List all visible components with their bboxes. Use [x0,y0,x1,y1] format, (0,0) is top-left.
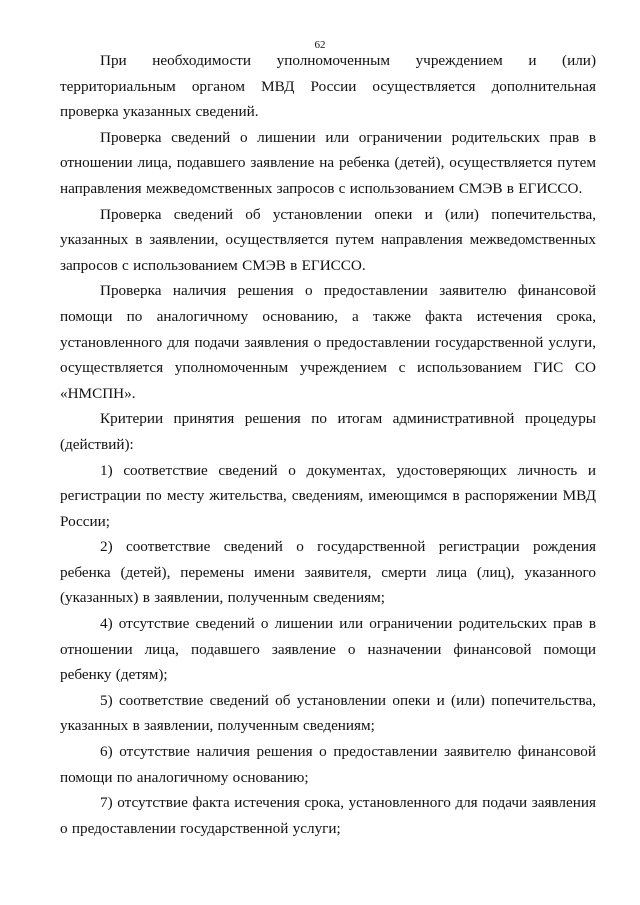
paragraph-additional-check: При необходимости уполномоченным учреждением и (или) территориальным органом МВД России осуществляется дополнительная проверка указанных сведений. [60,52,596,121]
criterion-item-2: 2) соответствие сведений о государственной регистрации рождения ребенка (детей), перемены имени заявителя, смерти лица (лиц), указанного (указанных) в заявлении, полученным сведениям; [60,538,596,607]
criterion-item-5: 5) соответствие сведений об установлении опеки и (или) попечительства, указанных в заявлении, полученным сведениям; [60,691,596,735]
paragraph-decision-criteria: Критерии принятия решения по итогам административной процедуры (действий): [60,410,596,453]
paragraph-prior-decision-check: Проверка наличия решения о предоставлении заявителю финансовой помощи по аналогичному основанию, а также факта истечения срока, установленного для подачи заявления о предоставлении государственной услуги, осуществляется уполномоченным учреждением с использованием ГИС СО «НМСПН». [60,282,596,402]
paragraph-parental-rights-check: Проверка сведений о лишении или ограничении родительских прав в отношении лица, подавшего заявление на ребенка (детей), осуществляется путем направления межведомственных запросов с использованием СМЭВ в ЕГИССО. [60,128,596,197]
paragraph-guardianship-check: Проверка сведений об установлении опеки и (или) попечительства, указанных в заявлении, осуществляется путем направления межведомственных запросов с использованием СМЭВ в ЕГИССО. [60,205,596,274]
criterion-item-1: 1) соответствие сведений о документах, удостоверяющих личность и регистрации по месту жительства, сведениям, имеющимся в распоряжении МВД России; [60,461,596,530]
criterion-item-6: 6) отсутствие наличия решения о предоставлении заявителю финансовой помощи по аналогичному основанию; [60,743,596,786]
criterion-item-4: 4) отсутствие сведений о лишении или ограничении родительских прав в отношении лица, подавшего заявление о назначении финансовой помощи ребенку (детям); [60,615,596,684]
document-body [60,48,596,841]
page-number: 62 [314,39,326,51]
criterion-item-7: 7) отсутствие факта истечения срока, установленного для подачи заявления о предоставлении государственной услуги; [60,794,596,837]
